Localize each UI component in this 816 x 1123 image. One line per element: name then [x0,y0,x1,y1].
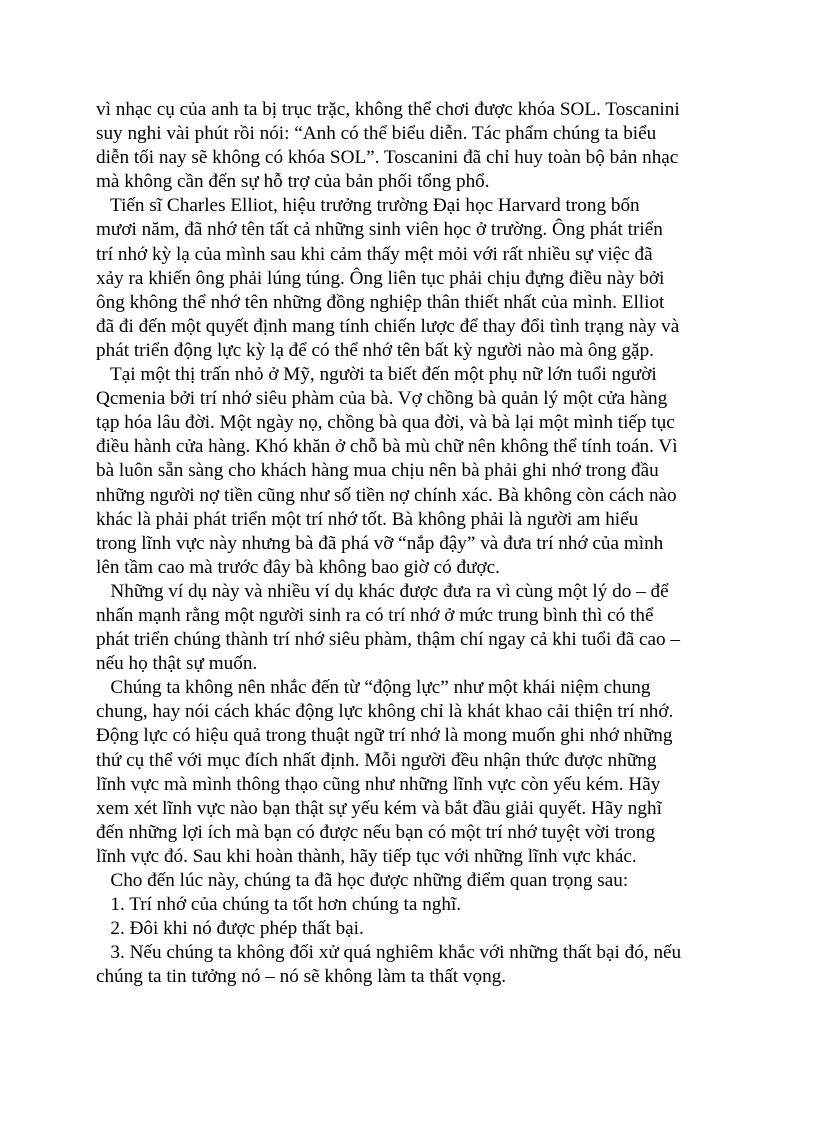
text-line-34: 1. Trí nhớ của chúng ta tốt hơn chúng ta nghĩ. [96,894,462,916]
text-line-35: 2. Đôi khi nó được phép thất bại. [96,918,364,940]
text-line-26: chung, hay nói cách khác động lực không chỉ là khát khao cải thiện trí nhớ. [96,701,674,723]
text-line-28: thứ cụ thể với mục đích nhất định. Mỗi người đều nhận thức được những [96,749,657,771]
text-line-5: Tiến sĩ Charles Elliot, hiệu trưởng trường Đại học Harvard trong bốn [96,195,640,217]
text-line-14: tạp hóa lâu đời. Một ngày nọ, chồng bà qua đời, và bà lại một mình tiếp tục [96,412,675,434]
text-line-18: khác là phải phát triển một trí nhớ tốt. Bà không phải là người am hiểu [96,508,639,530]
text-line-13: Qcmenia bởi trí nhớ siêu phàm của bà. Vợ chồng bà quản lý một cửa hàng [96,388,668,410]
text-line-2: suy nghi vài phút rồi nói: “Anh có thể biểu diễn. Tác phẩm chúng ta biểu [96,123,657,145]
text-line-16: bà luôn sẵn sàng cho khách hàng mua chịu nên bà phải ghi nhớ trong đầu [96,460,659,482]
text-line-33: Cho đến lúc này, chúng ta đã học được những điểm quan trọng sau: [96,870,629,891]
text-line-22: nhấn mạnh rằng một người sinh ra có trí nhớ ở mức trung bình thì có thể [96,604,654,626]
text-line-8: xảy ra khiến ông phải lúng túng. Ông liên tục phải chịu đựng điều này bởi [96,267,665,289]
text-line-19: trong lĩnh vực này nhưng bà đã phá vỡ “nắp đậy” và đưa trí nhớ của mình [96,532,664,554]
text-line-37: chúng ta tin tưởng nó – nó sẽ không làm ta thất vọng. [96,966,507,988]
text-line-29: lĩnh vực mà mình thông thạo cũng như những lĩnh vực còn yếu kém. Hãy [96,773,661,795]
text-line-23: phát triển chúng thành trí nhớ siêu phàm, thậm chí ngay cả khi tuổi đã cao – [96,629,681,651]
document-body [96,98,726,989]
text-line-36: 3. Nếu chúng ta không đối xử quá nghiêm khắc với những thất bại đó, nếu [96,942,682,964]
text-line-10: đã đi đến một quyết định mang tính chiến lược để thay đổi tình trạng này và [96,315,680,337]
text-line-30: xem xét lĩnh vực nào bạn thật sự yếu kém và bắt đầu giải quyết. Hãy nghĩ [96,797,662,819]
text-line-7: trí nhớ kỳ lạ của mình sau khi cảm thấy mệt mỏi với rất nhiều sự việc đã [96,243,653,265]
text-line-24: nếu họ thật sự muốn. [96,653,258,675]
text-line-27: Động lực có hiệu quả trong thuật ngữ trí nhớ là mong muốn ghi nhớ những [96,725,673,747]
text-line-17: những người nợ tiền cũng như số tiền nợ chính xác. Bà không còn cách nào [96,484,677,506]
text-line-1: vì nhạc cụ của anh ta bị trục trặc, không thể chơi được khóa SOL. Toscanini [96,99,680,120]
text-line-21: Những ví dụ này và nhiều ví dụ khác được đưa ra vì cùng một lý do – để [96,580,669,602]
text-line-9: ông không thể nhớ tên những đồng nghiệp thân thiết nhất của mình. Elliot [96,291,665,313]
text-line-11: phát triển động lực kỳ lạ để có thể nhớ tên bất kỳ người nào mà ông gặp. [96,339,654,361]
text-line-25: Chúng ta không nên nhắc đến từ “động lực” như một khái niệm chung [96,677,651,699]
text-line-32: lĩnh vực đó. Sau khi hoàn thành, hãy tiếp tục với những lĩnh vực khác. [96,845,637,867]
text-line-15: điều hành cửa hàng. Khó khăn ở chỗ bà mù chữ nên không thể tính toán. Vì [96,436,678,458]
text-line-4: mà không cần đến sự hỗ trợ của bản phối tổng phổ. [96,171,490,193]
text-line-3: diễn tối nay sẽ không có khóa SOL”. Toscanini đã chỉ huy toàn bộ bản nhạc [96,147,679,169]
text-line-31: đến những lợi ích mà bạn có được nếu bạn có một trí nhớ tuyệt vời trong [96,821,656,843]
text-line-20: lên tầm cao mà trước đây bà không bao giờ có được. [96,556,500,578]
text-line-6: mươi năm, đã nhớ tên tất cả những sinh viên học ở trường. Ông phát triển [96,219,663,241]
text-line-12: Tại một thị trấn nhỏ ở Mỹ, người ta biết đến một phụ nữ lớn tuổi người [96,364,657,386]
